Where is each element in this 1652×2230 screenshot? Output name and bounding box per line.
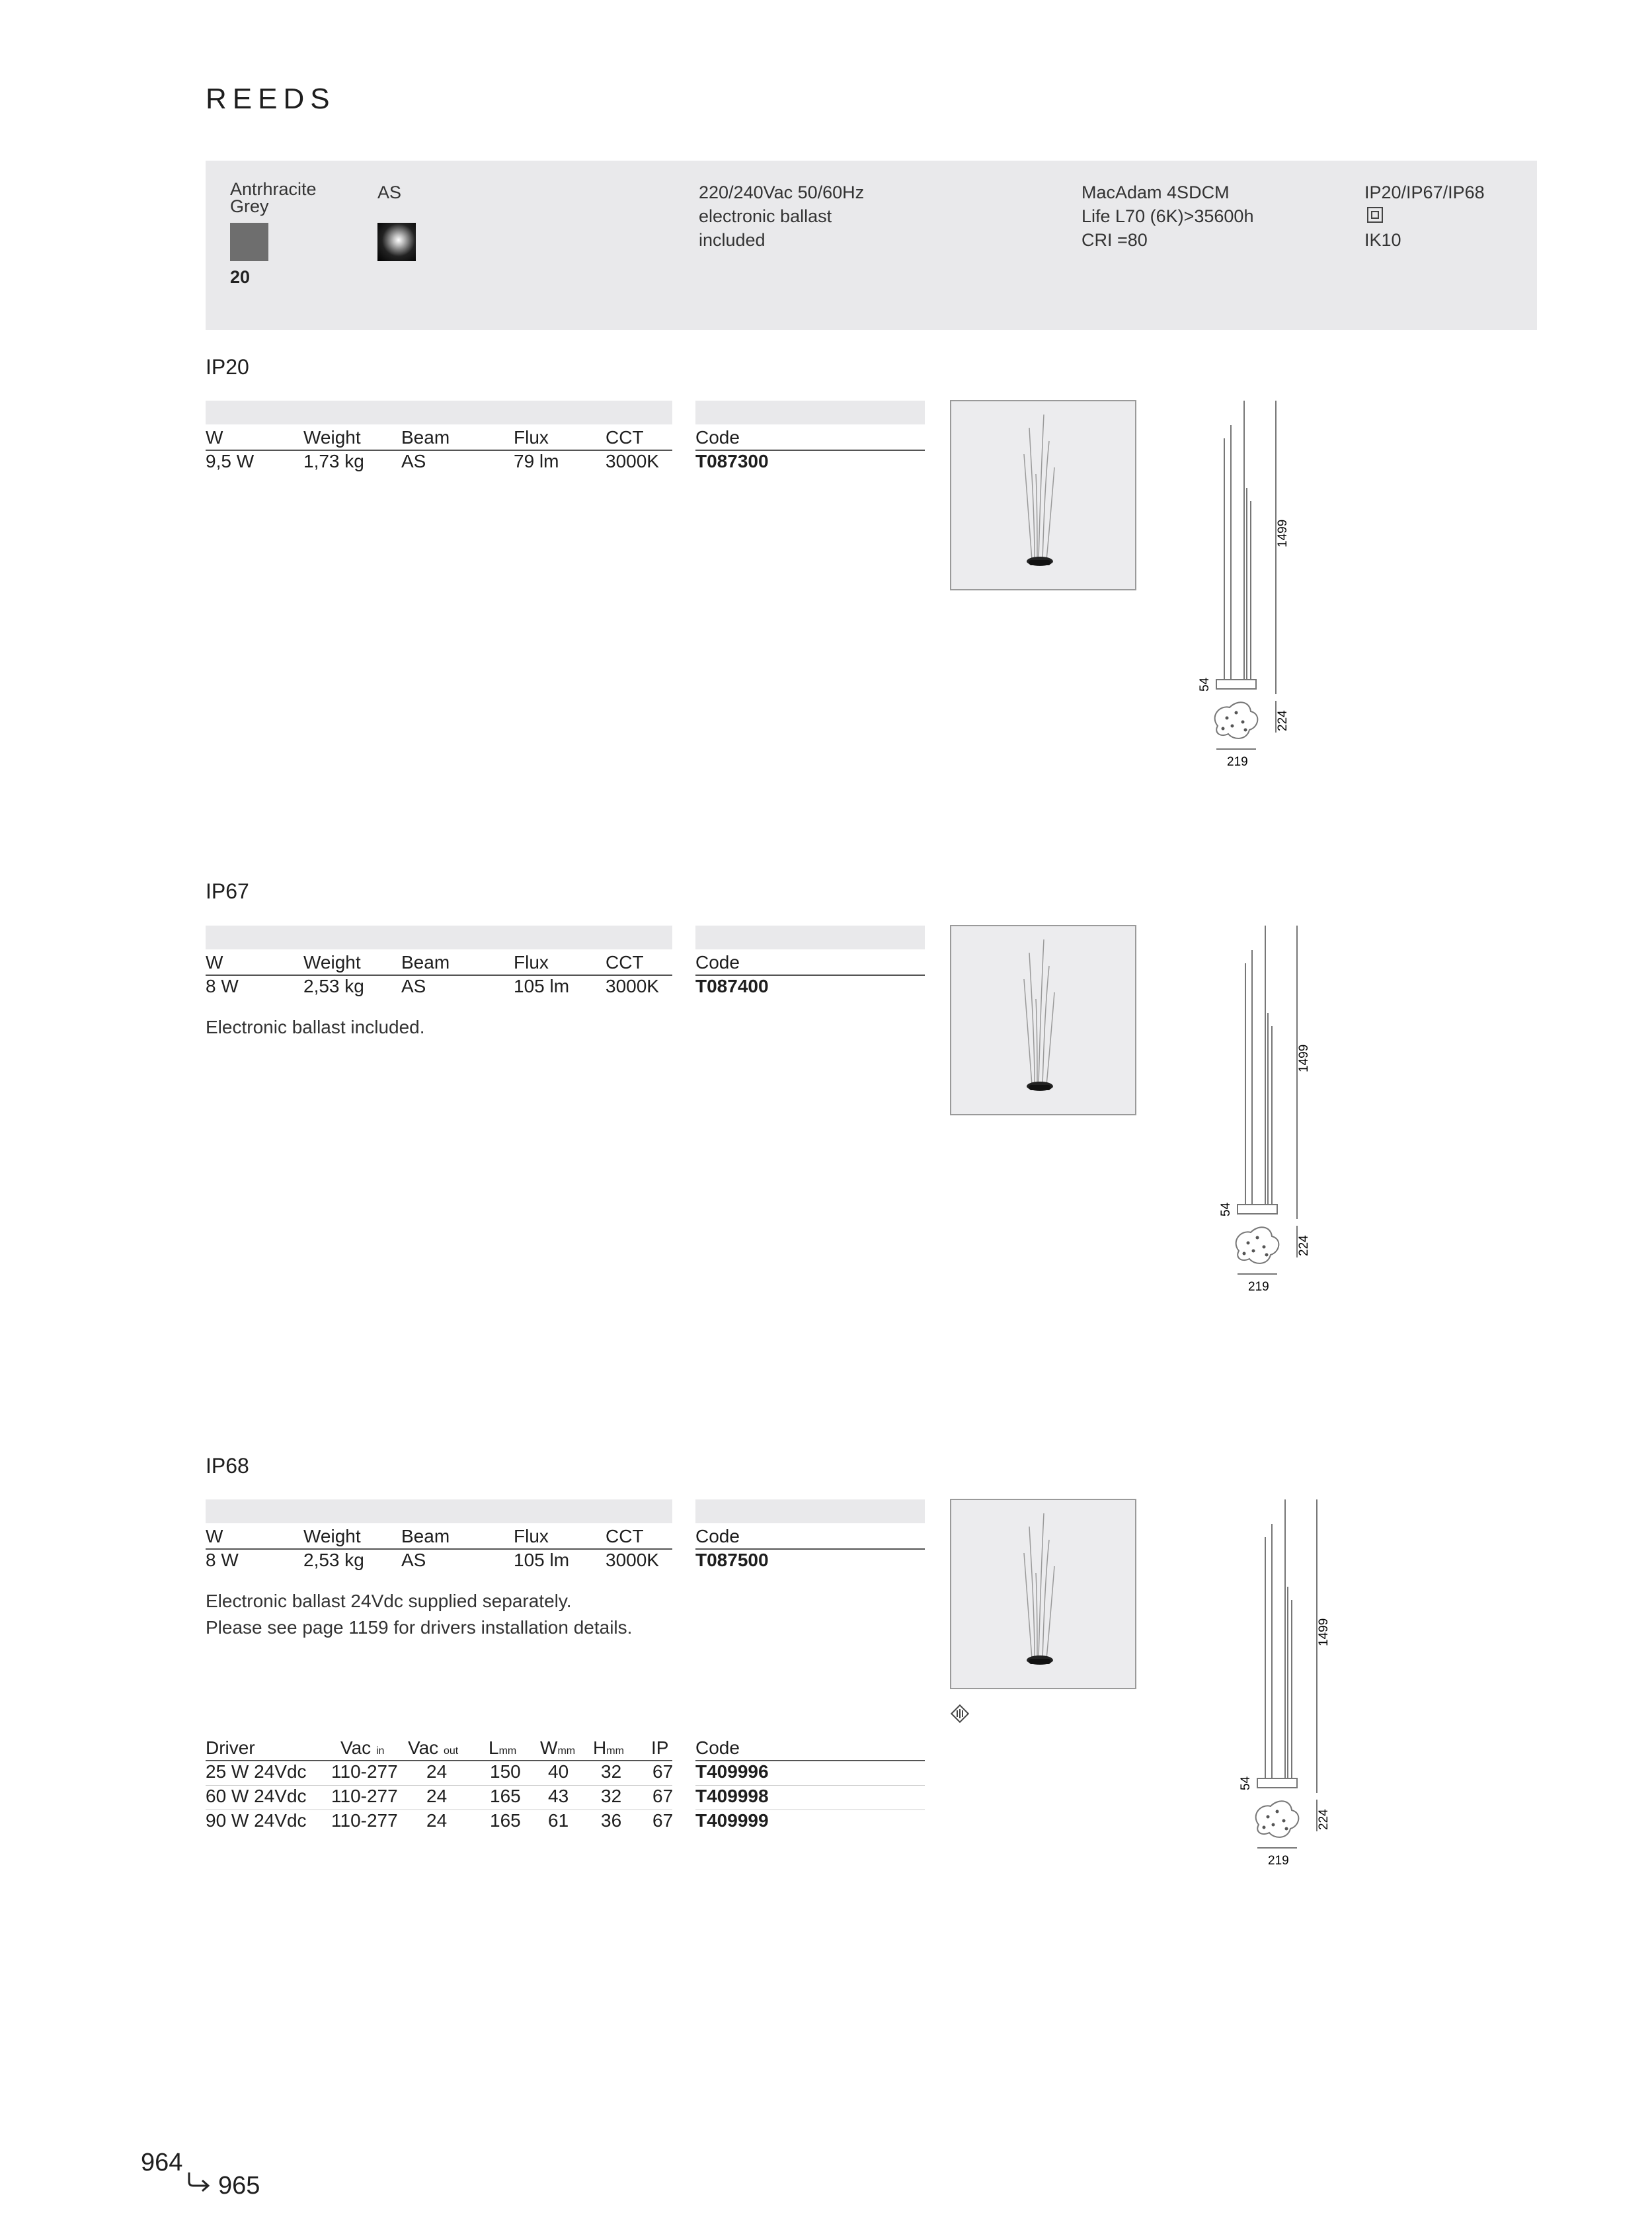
value-cct: 3000K bbox=[606, 976, 659, 996]
ratings bbox=[1364, 180, 1485, 252]
spec-table-ip68 bbox=[206, 1526, 672, 1579]
dimension-width: 219 bbox=[1227, 755, 1248, 769]
value-cct: 3000K bbox=[606, 451, 659, 471]
driver-l: 150 bbox=[490, 1761, 521, 1782]
col-code: Code bbox=[695, 427, 740, 448]
technical-drawing-ip20 bbox=[1177, 395, 1322, 779]
page-number: 964 bbox=[141, 2149, 183, 2176]
col-beam: Beam bbox=[401, 1526, 450, 1546]
dimension-base-height: 54 bbox=[1219, 1202, 1233, 1216]
photometric-specs bbox=[1082, 180, 1253, 252]
col-w-sub: mm bbox=[557, 1745, 576, 1757]
ik-rating: IK10 bbox=[1364, 230, 1401, 250]
driver-l: 165 bbox=[490, 1786, 521, 1806]
driver-w: 40 bbox=[548, 1761, 569, 1782]
technical-drawing-ip67 bbox=[1198, 920, 1343, 1304]
col-code: Code bbox=[695, 1526, 740, 1546]
value-w: 9,5 W bbox=[206, 451, 255, 471]
next-page-link[interactable]: 965 bbox=[218, 2172, 260, 2200]
spec-table-ip20 bbox=[206, 427, 672, 480]
col-cct: CCT bbox=[606, 427, 644, 448]
electrical-line: included bbox=[699, 230, 766, 250]
col-driver: Driver bbox=[206, 1737, 255, 1758]
col-l-sub: mm bbox=[498, 1745, 517, 1757]
driver-code: T409998 bbox=[695, 1786, 769, 1806]
product-code: T087500 bbox=[695, 1550, 769, 1570]
driver-vac-out: 24 bbox=[426, 1810, 448, 1831]
product-code: T087400 bbox=[695, 976, 769, 996]
value-w: 8 W bbox=[206, 976, 239, 996]
col-w: W bbox=[206, 1526, 223, 1546]
driver-code-table bbox=[695, 1737, 925, 1837]
driver-vac-out: 24 bbox=[426, 1786, 448, 1806]
reeds-lamp-image bbox=[951, 401, 1135, 589]
electrical-line: electronic ballast bbox=[699, 206, 832, 226]
section-title-ip20: IP20 bbox=[206, 355, 249, 379]
product-info-box bbox=[206, 161, 1537, 330]
value-cct: 3000K bbox=[606, 1550, 659, 1570]
driver-w: 61 bbox=[548, 1810, 569, 1831]
driver-vac-in: 110-277 bbox=[331, 1761, 398, 1782]
col-code: Code bbox=[695, 952, 740, 973]
driver-l: 165 bbox=[490, 1810, 521, 1831]
col-flux: Flux bbox=[514, 952, 549, 973]
driver-h: 36 bbox=[601, 1810, 622, 1831]
driver-name: 90 W 24Vdc bbox=[206, 1810, 307, 1831]
product-photo-ip67 bbox=[950, 925, 1136, 1115]
photometric-line: MacAdam 4SDCM bbox=[1082, 182, 1230, 202]
code-table-ip68 bbox=[695, 1526, 925, 1579]
spec-table-ip67 bbox=[206, 952, 672, 1005]
finish-swatch bbox=[230, 223, 268, 261]
header-rule bbox=[206, 450, 672, 451]
product-photo-ip20 bbox=[950, 400, 1136, 590]
photometric-line: Life L70 (6K)>35600h bbox=[1082, 206, 1254, 226]
product-code: T087300 bbox=[695, 451, 769, 471]
col-hmm: H bbox=[593, 1737, 607, 1758]
photometric-line: CRI =80 bbox=[1082, 230, 1148, 250]
code-header-bar bbox=[695, 926, 925, 949]
dimension-depth: 224 bbox=[1276, 710, 1290, 731]
value-weight: 1,73 kg bbox=[303, 451, 364, 471]
col-cct: CCT bbox=[606, 1526, 644, 1546]
value-w: 8 W bbox=[206, 1550, 239, 1570]
ip-ratings: IP20/IP67/IP68 bbox=[1364, 182, 1485, 202]
section-note: Electronic ballast 24Vdc supplied separately. bbox=[206, 1591, 572, 1611]
table-header-bar bbox=[206, 1499, 672, 1523]
header-rule bbox=[206, 975, 672, 976]
driver-vac-out: 24 bbox=[426, 1761, 448, 1782]
col-vac-in: Vac bbox=[340, 1737, 372, 1758]
col-ip: IP bbox=[651, 1737, 669, 1758]
col-weight: Weight bbox=[303, 952, 361, 973]
driver-vac-in: 110-277 bbox=[331, 1786, 398, 1806]
driver-h: 32 bbox=[601, 1786, 622, 1806]
driver-symbol-icon bbox=[949, 1703, 970, 1724]
value-flux: 105 lm bbox=[514, 1550, 570, 1570]
col-vac-out: Vac bbox=[408, 1737, 439, 1758]
driver-ip: 67 bbox=[652, 1810, 674, 1831]
value-beam: AS bbox=[401, 976, 426, 996]
dimension-depth: 224 bbox=[1297, 1235, 1311, 1256]
driver-ip: 67 bbox=[652, 1761, 674, 1782]
col-beam: Beam bbox=[401, 952, 450, 973]
beam-label: AS bbox=[377, 182, 402, 202]
driver-w: 43 bbox=[548, 1786, 569, 1806]
col-beam: Beam bbox=[401, 427, 450, 448]
reeds-lamp-image bbox=[951, 926, 1135, 1114]
beam-swatch bbox=[377, 223, 416, 261]
table-header-bar bbox=[206, 926, 672, 949]
col-weight: Weight bbox=[303, 427, 361, 448]
value-flux: 105 lm bbox=[514, 976, 570, 996]
dimension-height: 1499 bbox=[1317, 1618, 1331, 1646]
header-rule bbox=[206, 1548, 672, 1550]
electrical-line: 220/240Vac 50/60Hz bbox=[699, 182, 865, 202]
driver-name: 60 W 24Vdc bbox=[206, 1786, 307, 1806]
table-header-bar bbox=[206, 401, 672, 424]
electrical-specs bbox=[699, 180, 864, 252]
page-title: REEDS bbox=[206, 83, 336, 115]
col-cct: CCT bbox=[606, 952, 644, 973]
value-beam: AS bbox=[401, 1550, 426, 1570]
dimension-height: 1499 bbox=[1276, 519, 1290, 547]
section-note: Please see page 1159 for drivers installation details. bbox=[206, 1617, 633, 1638]
technical-drawing-ip68 bbox=[1218, 1494, 1363, 1878]
section-title-ip68: IP68 bbox=[206, 1454, 249, 1478]
col-weight: Weight bbox=[303, 1526, 361, 1546]
code-header-bar bbox=[695, 1499, 925, 1523]
finish-code: 20 bbox=[230, 267, 251, 287]
reeds-lamp-image bbox=[951, 1500, 1135, 1688]
col-flux: Flux bbox=[514, 1526, 549, 1546]
col-w: W bbox=[206, 952, 223, 973]
code-header-bar bbox=[695, 401, 925, 424]
dimension-height: 1499 bbox=[1297, 1044, 1311, 1072]
section-note: Electronic ballast included. bbox=[206, 1017, 425, 1037]
code-table-ip67 bbox=[695, 952, 925, 1005]
value-weight: 2,53 kg bbox=[303, 1550, 364, 1570]
col-flux: Flux bbox=[514, 427, 549, 448]
dimension-base-height: 54 bbox=[1239, 1776, 1253, 1790]
product-photo-ip68 bbox=[950, 1499, 1136, 1689]
class-ii-icon bbox=[1367, 207, 1383, 223]
drivers-table bbox=[206, 1737, 672, 1837]
driver-ip: 67 bbox=[652, 1786, 674, 1806]
driver-name: 25 W 24Vdc bbox=[206, 1761, 307, 1782]
value-beam: AS bbox=[401, 451, 426, 471]
col-wmm: W bbox=[540, 1737, 558, 1758]
page-turn-arrow-icon bbox=[186, 2170, 213, 2192]
value-flux: 79 lm bbox=[514, 451, 559, 471]
driver-h: 32 bbox=[601, 1761, 622, 1782]
code-table-ip20 bbox=[695, 427, 925, 480]
dimension-base-height: 54 bbox=[1198, 677, 1212, 692]
value-weight: 2,53 kg bbox=[303, 976, 364, 996]
col-vac-in-sub: in bbox=[375, 1745, 385, 1757]
driver-code: T409999 bbox=[695, 1810, 769, 1831]
col-vac-out-sub: out bbox=[443, 1745, 459, 1757]
col-code: Code bbox=[695, 1737, 740, 1758]
driver-vac-in: 110-277 bbox=[331, 1810, 398, 1831]
driver-code: T409996 bbox=[695, 1761, 769, 1782]
dimension-width: 219 bbox=[1268, 1854, 1289, 1868]
dimension-width: 219 bbox=[1248, 1280, 1269, 1294]
finish-label: Antrhracite Grey bbox=[230, 179, 317, 216]
section-title-ip67: IP67 bbox=[206, 879, 249, 903]
col-w: W bbox=[206, 427, 223, 448]
col-h-sub: mm bbox=[606, 1745, 624, 1757]
dimension-depth: 224 bbox=[1317, 1809, 1331, 1830]
col-l: L bbox=[489, 1737, 499, 1758]
